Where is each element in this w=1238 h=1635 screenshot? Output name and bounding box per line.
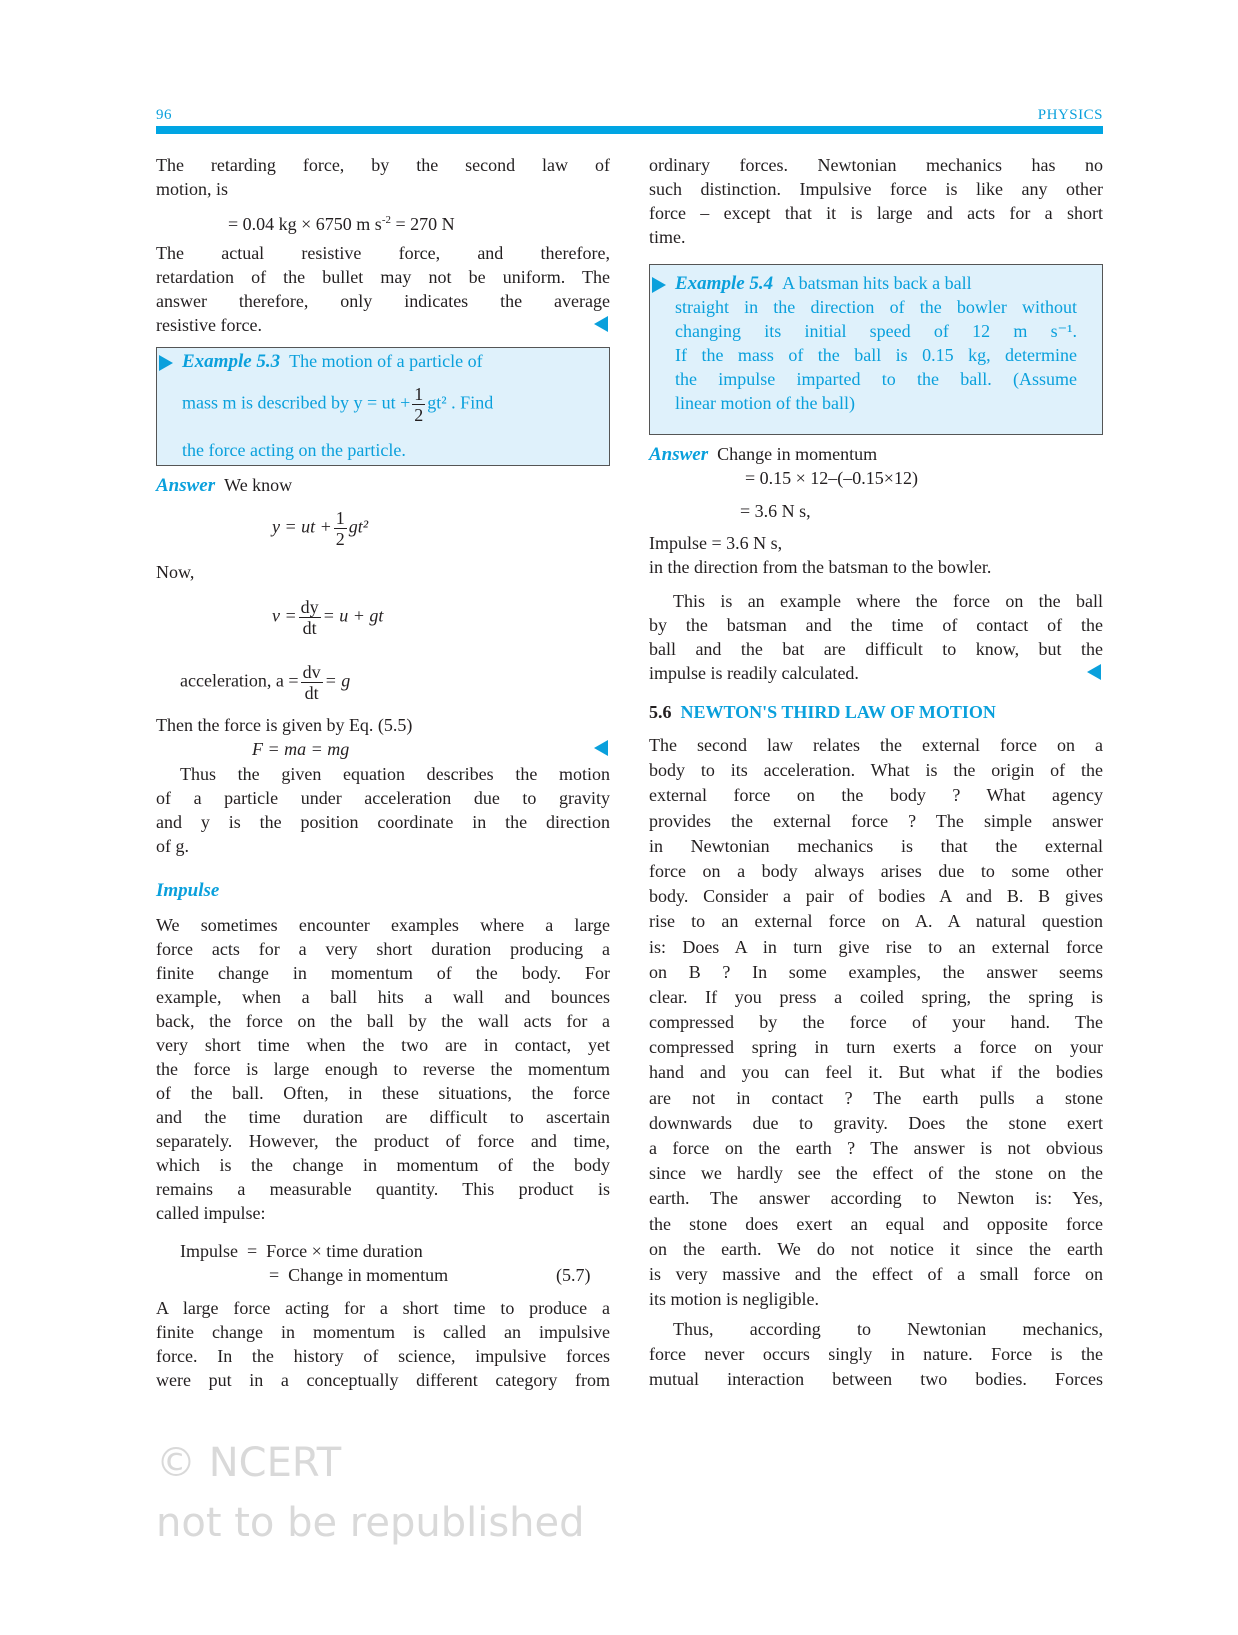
fraction-denominator: 2 [335, 529, 345, 549]
text-line: linear motion of the ball) [675, 393, 855, 413]
end-marker-icon [594, 316, 608, 332]
text-line: ball and the bat are difficult to know, but the [649, 639, 1103, 659]
fraction-denominator: 2 [414, 405, 424, 425]
text-line: example, when a ball hits a wall and bounces [156, 987, 610, 1007]
text-line: The actual resistive force, and therefore, [156, 243, 610, 263]
text-line: compressed spring in turn exerts a force on your [649, 1037, 1103, 1058]
equation-acceleration [180, 662, 350, 703]
example-text-line [182, 384, 493, 425]
example-label: Example 5.3 [182, 351, 281, 372]
text-line: and y is the position coordinate in the direction [156, 812, 610, 832]
equation-impulse-line1 [180, 1239, 423, 1263]
running-header-subject: PHYSICS [1037, 107, 1103, 123]
text-line: such distinction. Impulsive force is like any other [649, 179, 1103, 199]
text-line: is very massive and the effect of a small force on [649, 1263, 1103, 1284]
text-line: answer therefore, only indicates the average [156, 291, 610, 311]
text-line: resistive force. [156, 315, 262, 335]
text-line: force on a body always arises due to some other [649, 860, 1103, 881]
eq-part: Impulse [180, 1241, 238, 1261]
example-text: the force acting on the particle. [182, 440, 406, 460]
eq-part: gt² [348, 516, 369, 537]
text-line: are not in contact ? The earth pulls a stone [649, 1087, 1103, 1108]
text-line: mutual interaction between two bodies. Forces [649, 1369, 1103, 1389]
eq-part: Change in momentum [288, 1265, 449, 1285]
eq-part: = [269, 1265, 280, 1285]
text-line: rise to an external force on A. A natural question [649, 911, 1103, 932]
example-text: mass m is described by y = ut + [182, 392, 411, 413]
answer-result: = 3.6 N s, [740, 501, 811, 521]
text-line: retardation of the bullet may not be uniform. The [156, 267, 610, 287]
text-line: separately. However, the product of force and time, [156, 1131, 610, 1151]
text-line: which is the change in momentum of the body [156, 1155, 610, 1175]
answer-text: We know [224, 475, 293, 495]
answer-text: Change in momentum [717, 444, 878, 464]
text-line: since we hardly see the effect of the stone on the [649, 1163, 1103, 1184]
text-line: external force on the body ? What agency [649, 785, 1103, 806]
paragraph [156, 241, 610, 337]
text-line: ordinary forces. Newtonian mechanics has no [649, 155, 1103, 175]
paragraph [649, 153, 1103, 249]
text-line: hand and you can feel it. But what if the bodies [649, 1062, 1103, 1083]
text-line: force acts for a very short duration producing a [156, 939, 610, 959]
impulse-heading: Impulse [156, 880, 220, 901]
example-text: The motion of a particle of [289, 351, 483, 371]
fraction-numerator: dv [302, 662, 321, 682]
text-line: We sometimes encounter examples where a large [156, 915, 610, 935]
section-title: NEWTON'S THIRD LAW OF MOTION [680, 702, 996, 722]
triangle-bullet-icon [652, 277, 666, 293]
text-line: body. Consider a pair of bodies A and B. B gives [649, 886, 1103, 907]
equation-number: (5.7) [556, 1265, 591, 1285]
exponent: -2 [381, 214, 391, 226]
text-line: of a particle under acceleration due to gravity [156, 788, 610, 808]
text-line: This is an example where the force on the ball [673, 591, 1103, 611]
triangle-bullet-icon [159, 355, 173, 371]
paragraph [649, 589, 1103, 685]
fraction-numerator: dy [300, 597, 319, 617]
example-5-3-box [156, 347, 610, 466]
text-line: The second law relates the external force on a [649, 735, 1103, 755]
paragraph [156, 913, 610, 1225]
paragraph [156, 1296, 610, 1392]
text-line: finite change in momentum of the body. For [156, 963, 610, 983]
text-line: very short time when the two are in contact, yet [156, 1035, 610, 1055]
answer-direction: in the direction from the batsman to the bowler. [649, 557, 992, 577]
equation-result: = 270 N [390, 214, 455, 234]
text-line: the force is large enough to reverse the momentum [156, 1059, 610, 1079]
text-line: and the time duration are difficult to ascertain [156, 1107, 610, 1127]
equation-impulse-line2 [269, 1263, 448, 1287]
example-text: gt² . Find [427, 392, 494, 413]
text-line: straight in the direction of the bowler without [675, 297, 1077, 317]
answer-impulse: Impulse = 3.6 N s, [649, 533, 783, 553]
text-line: on B ? In some examples, the answer seems [649, 961, 1103, 982]
eq-part: Force × time duration [266, 1241, 423, 1261]
text-line: provides the external force ? The simple answer [649, 810, 1103, 831]
text-line: body to its acceleration. What is the origin of the [649, 760, 1103, 781]
text-line: remains a measurable quantity. This product is [156, 1179, 610, 1199]
fraction-denominator: dt [302, 618, 317, 638]
fraction-denominator: dt [304, 683, 319, 703]
text-line: A large force acting for a short time to produce a [156, 1298, 610, 1318]
text-now: Now, [156, 562, 195, 582]
text-line: back, the force on the ball by the wall acts for a [156, 1011, 610, 1031]
paragraph [156, 153, 610, 201]
text-line: If the mass of the ball is 0.15 kg, determine [675, 345, 1077, 365]
example-5-4-box [649, 264, 1103, 435]
equation-displacement [272, 508, 368, 549]
text-line: the stone does exert an equal and opposite force [649, 1213, 1103, 1234]
text-line: by the batsman and the time of contact of the [649, 615, 1103, 635]
eq-part: v = [272, 605, 297, 626]
eq-part: acceleration, a = [180, 670, 299, 691]
end-marker-icon [1087, 664, 1101, 680]
eq-part: = u + gt [322, 605, 384, 626]
text-line: is: Does A in turn give rise to an external force [649, 936, 1103, 957]
text-then: Then the force is given by Eq. (5.5) [156, 715, 413, 735]
fraction-numerator: 1 [335, 508, 345, 528]
page-number: 96 [156, 107, 172, 123]
text-line: changing its initial speed of 12 m s⁻¹. [675, 321, 1077, 341]
text-line: called impulse: [156, 1203, 266, 1223]
text-line: compressed by the force of your hand. The [649, 1012, 1103, 1033]
text-line: Thus, according to Newtonian mechanics, [673, 1319, 1103, 1339]
example-text: A batsman hits back a ball [782, 273, 972, 293]
header-rule [156, 126, 1103, 134]
text-line: of the ball. Often, in these situations, the force [156, 1083, 610, 1103]
text-line: force never occurs singly in nature. Force is the [649, 1344, 1103, 1364]
text-line: force. In the history of science, impulsive forces [156, 1346, 610, 1366]
answer-label: Answer [649, 444, 709, 465]
answer-equation: = 0.15 × 12–(–0.15×12) [745, 468, 918, 488]
text-line: impulse is readily calculated. [649, 663, 859, 683]
equation-retarding-force [228, 208, 455, 236]
text-line: clear. If you press a coiled spring, the spring is [649, 986, 1103, 1007]
section-number: 5.6 [649, 702, 672, 722]
text-line: downwards due to gravity. Does the stone exert [649, 1112, 1103, 1133]
paragraph [156, 762, 610, 858]
equation-velocity [272, 597, 383, 638]
equation-force: F = ma = mg [252, 739, 350, 759]
example-label: Example 5.4 [675, 273, 774, 294]
equation-text: = 0.04 kg × 6750 m s [228, 214, 382, 234]
text-line: on the earth. We do not notice it since the earth [649, 1238, 1103, 1259]
paragraph [649, 733, 1103, 1312]
text-line: time. [649, 227, 686, 247]
text-line: Thus the given equation describes the motion [180, 764, 610, 784]
answer-label: Answer [156, 475, 216, 496]
end-marker-icon [594, 740, 608, 756]
text-line: force – except that it is large and acts for a short [649, 203, 1103, 223]
fraction-numerator: 1 [414, 384, 424, 404]
text-line: earth. The answer according to Newton is: Yes, [649, 1188, 1103, 1209]
text-line: a force on the earth ? The answer is not obvious [649, 1138, 1103, 1158]
text-line: finite change in momentum is called an impulsive [156, 1322, 610, 1342]
text-line: The retarding force, by the second law of [156, 155, 610, 175]
text-line: in Newtonian mechanics is that the external [649, 835, 1103, 856]
text-line: were put in a conceptually different category from [156, 1370, 610, 1390]
watermark-copyright: © NCERT [156, 1440, 342, 1486]
text-line: of g. [156, 836, 189, 856]
watermark-notice: not to be republished [156, 1500, 585, 1546]
text-line: motion, is [156, 179, 229, 199]
eq-part: y = ut + [272, 516, 332, 537]
paragraph [649, 1317, 1103, 1392]
eq-part: = [247, 1241, 258, 1261]
text-line: the impulse imparted to the ball. (Assume [675, 369, 1077, 389]
text-line: its motion is negligible. [649, 1289, 819, 1310]
example-text-lines [675, 295, 1077, 415]
eq-part: = g [324, 670, 351, 691]
